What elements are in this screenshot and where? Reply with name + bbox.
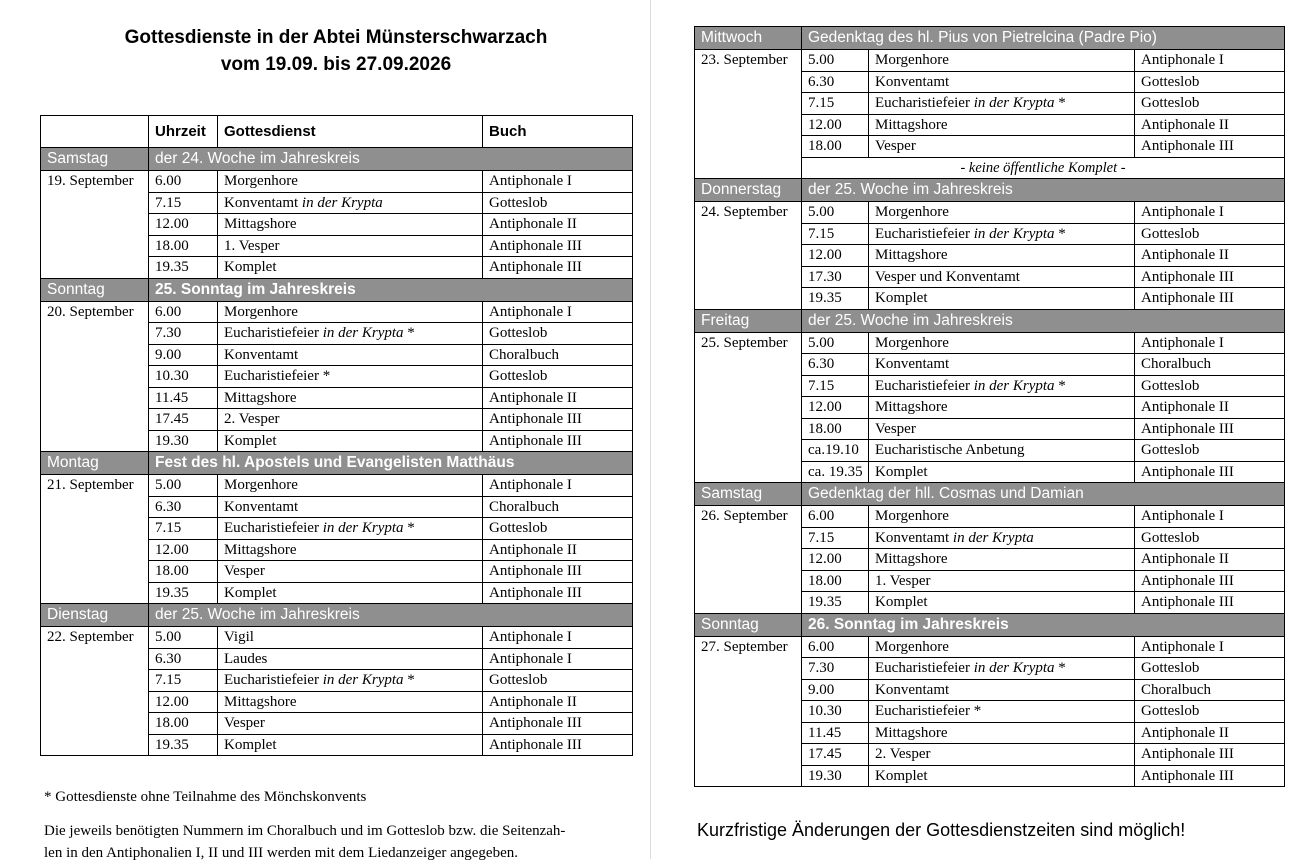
service-cell <box>869 722 1135 744</box>
service-name: 2. Vesper <box>875 746 931 763</box>
service-cell <box>218 713 483 735</box>
service-name: Konventamt <box>224 194 302 211</box>
service-row <box>695 506 1285 528</box>
service-name: Morgenhore <box>224 173 298 190</box>
service-cell <box>218 670 483 692</box>
time-cell: 7.15 <box>149 192 218 214</box>
service-name: Eucharistiefeier <box>875 225 974 242</box>
service-name: 1. Vesper <box>224 237 280 254</box>
day-header-row <box>41 452 633 475</box>
time-cell: 12.00 <box>802 245 869 267</box>
service-row <box>695 50 1285 72</box>
service-marker: * <box>403 325 415 342</box>
day-header-row <box>41 604 633 627</box>
time-cell: 12.00 <box>149 539 218 561</box>
book-cell: Antiphonale I <box>1135 50 1285 72</box>
footnote: * Gottesdienste ohne Teilnahme des Mönchskonvents <box>44 789 367 805</box>
service-location: in der Krypta <box>322 672 404 689</box>
service-cell <box>218 648 483 670</box>
service-cell <box>869 744 1135 766</box>
service-cell <box>218 323 483 345</box>
service-name: Vesper und Konventamt <box>875 268 1020 285</box>
time-cell: 17.45 <box>149 409 218 431</box>
service-name: Mittagshore <box>224 389 297 406</box>
service-name: Vesper <box>875 138 916 155</box>
book-cell: Antiphonale III <box>483 561 633 583</box>
book-cell: Antiphonale III <box>1135 570 1285 592</box>
service-name: Eucharistiefeier <box>875 95 974 112</box>
book-cell: Antiphonale III <box>1135 418 1285 440</box>
service-name: Vesper <box>224 715 265 732</box>
service-cell <box>869 418 1135 440</box>
service-location: in der Krypta <box>301 194 383 211</box>
title-line-1: Gottesdienste in der Abtei Münsterschwarzach <box>124 27 548 48</box>
book-cell: Gotteslob <box>1135 658 1285 680</box>
service-cell <box>869 658 1135 680</box>
service-cell <box>869 701 1135 723</box>
date-cell: 25. September <box>695 332 802 483</box>
time-cell: 7.15 <box>802 223 869 245</box>
time-cell: 9.00 <box>149 344 218 366</box>
service-cell <box>869 549 1135 571</box>
service-row <box>41 627 633 649</box>
service-location: in der Krypta <box>973 95 1055 112</box>
book-cell: Antiphonale I <box>483 627 633 649</box>
service-cell <box>869 461 1135 483</box>
weekday-label: Sonntag <box>695 613 802 636</box>
changes-note: Kurzfristige Änderungen der Gottesdienstzeiten sind möglich! <box>697 820 1186 840</box>
feast-label: Gedenktag der hll. Cosmas und Damian <box>802 483 1285 506</box>
book-cell: Antiphonale III <box>1135 592 1285 614</box>
time-cell: 5.00 <box>149 627 218 649</box>
date-cell: 19. September <box>41 171 149 279</box>
book-cell: Gotteslob <box>1135 440 1285 462</box>
service-name: Vesper <box>224 563 265 580</box>
book-cell: Antiphonale II <box>1135 549 1285 571</box>
book-cell: Choralbuch <box>483 496 633 518</box>
time-cell: 5.00 <box>149 475 218 497</box>
book-cell: Choralbuch <box>1135 679 1285 701</box>
time-cell: 7.15 <box>149 518 218 540</box>
book-cell: Antiphonale I <box>1135 202 1285 224</box>
book-cell: Gotteslob <box>483 323 633 345</box>
weekday-label: Freitag <box>695 309 802 332</box>
info-line-2: len in den Antiphonalien I, II und III werden mit dem Liedanzeiger angegeben. <box>44 845 518 861</box>
service-name: Komplet <box>875 290 928 307</box>
service-cell <box>218 344 483 366</box>
service-name: Mittagshore <box>875 551 948 568</box>
schedule-table-left <box>40 115 633 756</box>
service-name: Eucharistiefeier <box>224 325 323 342</box>
service-name: Morgenhore <box>875 638 949 655</box>
service-cell <box>869 440 1135 462</box>
service-cell <box>869 93 1135 115</box>
service-name: Vigil <box>224 629 254 646</box>
service-name: Laudes <box>224 650 268 667</box>
book-cell: Antiphonale III <box>1135 461 1285 483</box>
service-location: in der Krypta <box>973 660 1055 677</box>
service-cell <box>869 288 1135 310</box>
service-cell <box>869 245 1135 267</box>
time-cell: ca.19.10 <box>802 440 869 462</box>
book-cell: Antiphonale II <box>483 539 633 561</box>
book-cell: Antiphonale III <box>483 430 633 452</box>
service-name: Eucharistiefeier <box>875 377 974 394</box>
time-cell: 19.35 <box>149 734 218 756</box>
service-location: in der Krypta <box>973 225 1055 242</box>
date-cell: 22. September <box>41 627 149 756</box>
service-name: Eucharistiefeier * <box>224 368 331 385</box>
service-name: Komplet <box>875 767 928 784</box>
time-cell: 6.30 <box>149 496 218 518</box>
service-cell <box>869 202 1135 224</box>
table-header-row <box>41 116 633 148</box>
service-name: Mittagshore <box>875 247 948 264</box>
service-cell <box>869 136 1135 158</box>
time-cell: 6.30 <box>802 71 869 93</box>
date-cell: 26. September <box>695 506 802 614</box>
service-row <box>41 475 633 497</box>
header-service: Gottesdienst <box>218 116 483 148</box>
time-cell: 11.45 <box>149 387 218 409</box>
time-cell: 7.15 <box>802 375 869 397</box>
time-cell: 5.00 <box>802 202 869 224</box>
service-cell <box>869 397 1135 419</box>
book-cell: Antiphonale III <box>1135 744 1285 766</box>
service-marker: * <box>1054 95 1066 112</box>
service-cell <box>218 539 483 561</box>
time-cell: 18.00 <box>149 561 218 583</box>
service-cell <box>218 387 483 409</box>
time-cell: 7.30 <box>149 323 218 345</box>
service-row <box>695 636 1285 658</box>
service-cell <box>218 475 483 497</box>
service-cell <box>218 257 483 279</box>
service-cell <box>218 582 483 604</box>
time-cell: 6.30 <box>149 648 218 670</box>
service-name: Mittagshore <box>875 116 948 133</box>
book-cell: Antiphonale III <box>483 409 633 431</box>
service-location: in der Krypta <box>322 520 404 537</box>
service-cell <box>218 171 483 193</box>
service-cell <box>218 366 483 388</box>
book-cell: Antiphonale II <box>1135 722 1285 744</box>
time-cell: 18.00 <box>802 418 869 440</box>
service-cell <box>869 765 1135 787</box>
weekday-label: Montag <box>41 452 149 475</box>
time-cell: 17.45 <box>802 744 869 766</box>
time-cell: 7.15 <box>149 670 218 692</box>
book-cell: Antiphonale I <box>483 475 633 497</box>
service-name: Komplet <box>224 584 277 601</box>
book-cell: Choralbuch <box>1135 354 1285 376</box>
service-name: Komplet <box>224 432 277 449</box>
service-cell <box>869 679 1135 701</box>
service-name: Morgenhore <box>875 204 949 221</box>
book-cell: Antiphonale III <box>1135 136 1285 158</box>
service-row <box>695 202 1285 224</box>
service-cell <box>869 354 1135 376</box>
book-cell: Antiphonale II <box>483 387 633 409</box>
book-cell: Gotteslob <box>1135 71 1285 93</box>
book-cell: Antiphonale II <box>1135 114 1285 136</box>
service-name: Morgenhore <box>875 52 949 69</box>
book-cell: Gotteslob <box>1135 223 1285 245</box>
time-cell: 7.30 <box>802 658 869 680</box>
book-cell: Choralbuch <box>483 344 633 366</box>
header-book: Buch <box>483 116 633 148</box>
book-cell: Gotteslob <box>1135 93 1285 115</box>
time-cell: 18.00 <box>802 136 869 158</box>
service-cell <box>218 235 483 257</box>
time-cell: 7.15 <box>802 93 869 115</box>
time-cell: ca. 19.35 <box>802 461 869 483</box>
day-header-row <box>695 27 1285 50</box>
time-cell: 10.30 <box>149 366 218 388</box>
book-cell: Gotteslob <box>1135 527 1285 549</box>
service-name: Eucharistische Anbetung <box>875 442 1025 459</box>
info-line-1: Die jeweils benötigten Nummern im Choralbuch und im Gotteslob bzw. die Seitenzah- <box>44 823 566 839</box>
liedanzeiger-info <box>44 820 565 864</box>
service-cell <box>218 214 483 236</box>
service-name: Morgenhore <box>875 334 949 351</box>
book-cell: Antiphonale III <box>483 713 633 735</box>
service-name: Komplet <box>875 594 928 611</box>
weekday-label: Dienstag <box>41 604 149 627</box>
service-name: Morgenhore <box>875 508 949 525</box>
book-cell: Gotteslob <box>1135 701 1285 723</box>
time-cell: 9.00 <box>802 679 869 701</box>
date-cell: 27. September <box>695 636 802 787</box>
service-cell <box>869 50 1135 72</box>
book-cell: Antiphonale III <box>1135 288 1285 310</box>
date-cell: 21. September <box>41 475 149 604</box>
service-name: Mittagshore <box>224 541 297 558</box>
service-cell <box>218 430 483 452</box>
day-header-row <box>695 179 1285 202</box>
time-cell: 6.00 <box>802 506 869 528</box>
service-name: Eucharistiefeier <box>875 660 974 677</box>
service-name: Mittagshore <box>875 724 948 741</box>
time-cell: 12.00 <box>149 691 218 713</box>
service-location: in der Krypta <box>973 377 1055 394</box>
date-cell: 24. September <box>695 202 802 310</box>
book-cell: Antiphonale II <box>483 691 633 713</box>
feast-label: 25. Sonntag im Jahreskreis <box>149 278 633 301</box>
service-marker: * <box>1054 377 1066 394</box>
time-cell: 19.30 <box>149 430 218 452</box>
time-cell: 12.00 <box>802 397 869 419</box>
page-divider <box>650 0 651 859</box>
header-empty-cell <box>41 116 149 148</box>
service-location: in der Krypta <box>952 529 1034 546</box>
book-cell: Antiphonale III <box>483 257 633 279</box>
service-row <box>41 301 633 323</box>
weekday-label: Mittwoch <box>695 27 802 50</box>
date-cell: 20. September <box>41 301 149 452</box>
document-title <box>40 24 632 78</box>
time-cell: 6.00 <box>149 301 218 323</box>
service-name: Komplet <box>224 736 277 753</box>
feast-label: 26. Sonntag im Jahreskreis <box>802 613 1285 636</box>
service-name: Morgenhore <box>224 303 298 320</box>
service-cell <box>218 561 483 583</box>
feast-label: Fest des hl. Apostels und Evangelisten Matthäus <box>149 452 633 475</box>
service-name: Konventamt <box>224 346 299 363</box>
book-cell: Gotteslob <box>483 366 633 388</box>
service-cell <box>869 114 1135 136</box>
service-cell <box>869 527 1135 549</box>
weekday-label: Samstag <box>695 483 802 506</box>
service-cell <box>218 192 483 214</box>
time-cell: 12.00 <box>802 114 869 136</box>
service-name: 2. Vesper <box>224 411 280 428</box>
service-name: Konventamt <box>875 681 950 698</box>
service-name: Konventamt <box>875 529 953 546</box>
book-cell: Antiphonale I <box>1135 506 1285 528</box>
book-cell: Antiphonale III <box>483 235 633 257</box>
service-name: Komplet <box>224 259 277 276</box>
time-cell: 19.35 <box>802 288 869 310</box>
book-cell: Gotteslob <box>483 518 633 540</box>
time-cell: 18.00 <box>802 570 869 592</box>
service-name: Eucharistiefeier <box>224 520 323 537</box>
service-cell <box>218 691 483 713</box>
header-time: Uhrzeit <box>149 116 218 148</box>
time-cell: 12.00 <box>149 214 218 236</box>
time-cell: 11.45 <box>802 722 869 744</box>
time-cell: 19.35 <box>149 582 218 604</box>
service-marker: * <box>403 672 415 689</box>
service-location: in der Krypta <box>322 325 404 342</box>
note-cell: - keine öffentliche Komplet - <box>802 157 1285 179</box>
weekday-label: Sonntag <box>41 278 149 301</box>
service-cell <box>869 266 1135 288</box>
date-cell: 23. September <box>695 50 802 179</box>
service-name: Mittagshore <box>875 399 948 416</box>
service-marker: * <box>1054 225 1066 242</box>
service-cell <box>218 734 483 756</box>
book-cell: Antiphonale III <box>483 582 633 604</box>
service-name: Eucharistiefeier * <box>875 703 982 720</box>
time-cell: 5.00 <box>802 332 869 354</box>
day-header-row <box>695 483 1285 506</box>
service-marker: * <box>1054 660 1066 677</box>
service-name: 1. Vesper <box>875 572 931 589</box>
service-name: Konventamt <box>224 498 299 515</box>
time-cell: 10.30 <box>802 701 869 723</box>
service-name: Komplet <box>875 463 928 480</box>
service-cell <box>218 301 483 323</box>
day-header-row <box>695 309 1285 332</box>
book-cell: Antiphonale II <box>1135 245 1285 267</box>
time-cell: 18.00 <box>149 235 218 257</box>
schedule-table-right <box>694 26 1285 787</box>
book-cell: Gotteslob <box>483 670 633 692</box>
weekday-label: Donnerstag <box>695 179 802 202</box>
service-name: Mittagshore <box>224 693 297 710</box>
service-name: Mittagshore <box>224 216 297 233</box>
day-header-row <box>41 148 633 171</box>
day-header-row <box>41 278 633 301</box>
service-cell <box>218 409 483 431</box>
book-cell: Antiphonale III <box>1135 765 1285 787</box>
time-cell: 19.35 <box>149 257 218 279</box>
service-cell <box>218 496 483 518</box>
service-cell <box>869 506 1135 528</box>
time-cell: 5.00 <box>802 50 869 72</box>
time-cell: 6.00 <box>149 171 218 193</box>
feast-label: der 25. Woche im Jahreskreis <box>149 604 633 627</box>
book-cell: Antiphonale II <box>483 214 633 236</box>
service-cell <box>869 71 1135 93</box>
service-cell <box>218 627 483 649</box>
book-cell: Gotteslob <box>1135 375 1285 397</box>
book-cell: Gotteslob <box>483 192 633 214</box>
service-cell <box>869 570 1135 592</box>
day-header-row <box>695 613 1285 636</box>
book-cell: Antiphonale I <box>483 301 633 323</box>
service-name: Morgenhore <box>224 477 298 494</box>
time-cell: 7.15 <box>802 527 869 549</box>
book-cell: Antiphonale I <box>483 648 633 670</box>
service-name: Konventamt <box>875 73 950 90</box>
book-cell: Antiphonale III <box>1135 266 1285 288</box>
service-cell <box>869 223 1135 245</box>
feast-label: der 25. Woche im Jahreskreis <box>802 179 1285 202</box>
time-cell: 6.30 <box>802 354 869 376</box>
service-name: Eucharistiefeier <box>224 672 323 689</box>
service-name: Konventamt <box>875 356 950 373</box>
feast-label: der 24. Woche im Jahreskreis <box>149 148 633 171</box>
time-cell: 17.30 <box>802 266 869 288</box>
service-cell <box>869 332 1135 354</box>
service-cell <box>869 375 1135 397</box>
time-cell: 19.35 <box>802 592 869 614</box>
time-cell: 18.00 <box>149 713 218 735</box>
service-cell <box>218 518 483 540</box>
book-cell: Antiphonale II <box>1135 397 1285 419</box>
service-marker: * <box>403 520 415 537</box>
title-line-2: vom 19.09. bis 27.09.2026 <box>220 54 452 75</box>
service-cell <box>869 636 1135 658</box>
book-cell: Antiphonale III <box>483 734 633 756</box>
service-row <box>41 171 633 193</box>
book-cell: Antiphonale I <box>1135 636 1285 658</box>
service-row <box>695 332 1285 354</box>
book-cell: Antiphonale I <box>483 171 633 193</box>
time-cell: 6.00 <box>802 636 869 658</box>
service-cell <box>869 592 1135 614</box>
weekday-label: Samstag <box>41 148 149 171</box>
time-cell: 12.00 <box>802 549 869 571</box>
service-name: Vesper <box>875 420 916 437</box>
book-cell: Antiphonale I <box>1135 332 1285 354</box>
feast-label: Gedenktag des hl. Pius von Pietrelcina (Padre Pio) <box>802 27 1285 50</box>
time-cell: 19.30 <box>802 765 869 787</box>
feast-label: der 25. Woche im Jahreskreis <box>802 309 1285 332</box>
